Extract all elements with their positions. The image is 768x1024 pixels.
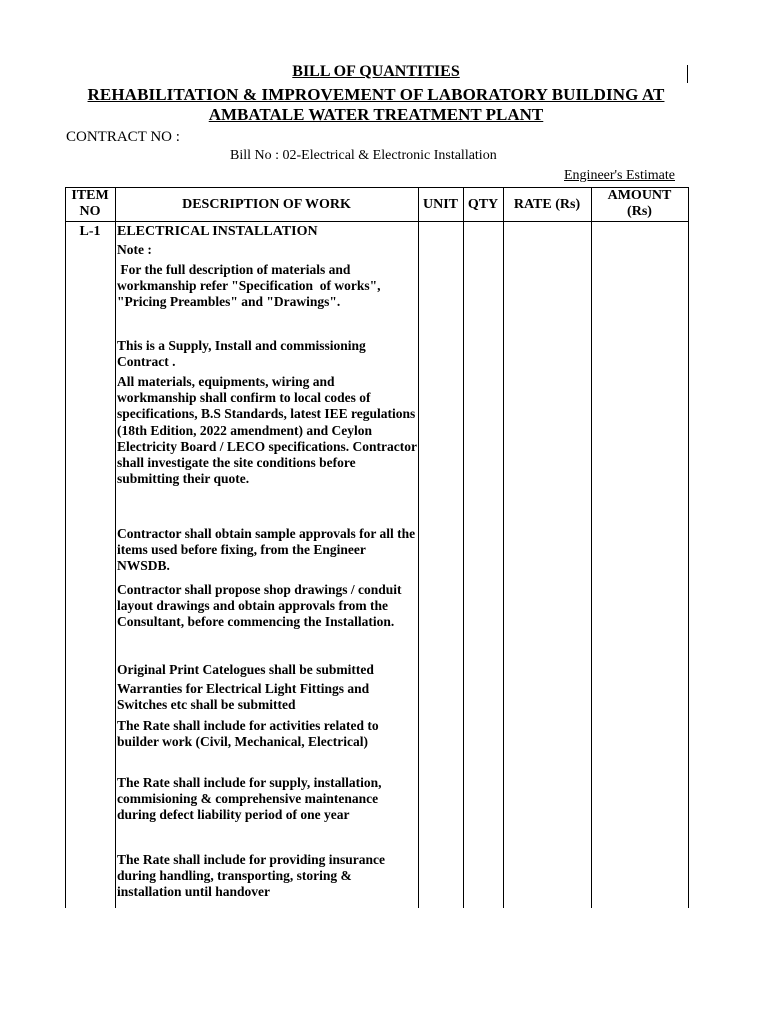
header-item-no-line1: ITEM <box>71 188 109 203</box>
header-item-no <box>65 188 115 220</box>
header-amount <box>591 188 688 220</box>
col-border <box>463 187 464 908</box>
description-paragraph: Contractor shall obtain sample approvals for all the items used before fixing, from the Engineer NWSDB. <box>117 526 416 574</box>
item-number: L-1 <box>79 224 101 239</box>
project-title-line1: REHABILITATION & IMPROVEMENT OF LABORATORY BUILDING AT <box>87 85 665 104</box>
col-border <box>115 187 116 908</box>
header-unit: UNIT <box>422 197 458 212</box>
header-description: DESCRIPTION OF WORK <box>182 197 351 212</box>
description-paragraph: For the full description of materials and workmanship refer "Specification of works", "Pricing Preambles" and "Drawings". <box>117 262 384 310</box>
header-qty: QTY <box>467 197 499 212</box>
description-paragraph: Original Print Catelogues shall be submitted <box>117 662 374 677</box>
description-paragraph: The Rate shall include for activities related to builder work (Civil, Mechanical, Electrical) <box>117 718 379 750</box>
header-bottom-border <box>65 221 689 222</box>
description-paragraph: Contractor shall propose shop drawings / conduit layout drawings and obtain approvals from the Consultant, before commencing the Installation. <box>117 582 402 630</box>
description-paragraph: This is a Supply, Install and commissioning Contract . <box>117 338 366 370</box>
bill-number: Bill No : 02-Electrical & Electronic Installation <box>230 148 497 163</box>
header-item-no-line2: NO <box>79 204 101 219</box>
section-heading: ELECTRICAL INSTALLATION <box>117 224 318 239</box>
header-rate: RATE (Rs) <box>513 197 581 212</box>
col-border <box>418 187 419 908</box>
description-paragraph: All materials, equipments, wiring and workmanship shall confirm to local codes of specifications, B.S Standards, latest IEE regulations (18th Edition, 2022 amendment) and Ceylon Electricity Board / LECO specifications. Contractor shall investigate the site conditions before submitting their quote. <box>117 374 417 487</box>
note-label: Note : <box>117 242 152 257</box>
col-border <box>688 187 689 908</box>
col-border <box>591 187 592 908</box>
project-title-line2: AMBATALE WATER TREATMENT PLANT <box>208 105 544 124</box>
document-title: BILL OF QUANTITIES <box>292 63 460 80</box>
description-paragraph: Warranties for Electrical Light Fittings and Switches etc shall be submitted <box>117 681 370 713</box>
col-border <box>65 187 66 908</box>
margin-mark <box>687 65 688 83</box>
col-border <box>503 187 504 908</box>
header-amount-line1: AMOUNT <box>607 188 672 203</box>
description-paragraph: The Rate shall include for supply, installation, commisioning & comprehensive maintenance during defect liability period of one year <box>117 775 382 823</box>
estimate-label: Engineer's Estimate <box>564 168 675 183</box>
description-paragraph: The Rate shall include for providing insurance during handling, transporting, storing & installation until handover <box>117 852 386 900</box>
contract-number: CONTRACT NO : <box>66 129 180 145</box>
header-amount-line2: (Rs) <box>627 204 652 219</box>
